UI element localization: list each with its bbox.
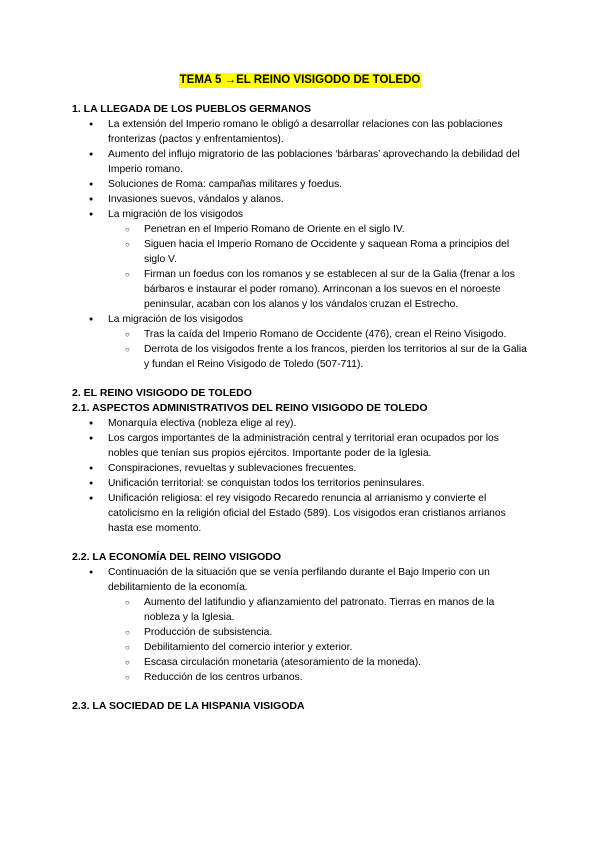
spacer [72, 372, 532, 386]
list-item [108, 565, 532, 685]
section-2-2-heading: 2.2. LA ECONOMÍA DEL REINO VISIGODO [72, 551, 282, 563]
sub-list-item: ○ Derrota de los visigodos frente a los francos, pierden los territorios al sur de la Galia y fundan el Reino Visigodo de Toledo (507-711). [144, 342, 532, 372]
section-2-1-list [72, 416, 532, 536]
sub-list-item: ○ Penetran en el Imperio Romano de Oriente en el siglo IV. [144, 222, 532, 237]
list-item [108, 312, 532, 372]
document-title: TEMA 5 →EL REINO VISIGODO DE TOLEDO [179, 74, 421, 86]
list-item-text: La migración de los visigodos [108, 209, 244, 220]
section-2-3-heading: 2.3. LA SOCIEDAD DE LA HISPANIA VISIGODA [72, 700, 305, 712]
document-body [72, 102, 532, 714]
list-item: ● Unificación religiosa: el rey visigodo Recaredo renuncia al arrianismo y convierte el catolicismo en la religión oficial del Estado (589). Los visigodos eran cristianos arrianos hasta ese momento. [108, 491, 532, 536]
sub-list [108, 222, 532, 312]
list-item: ● La extensión del Imperio romano le obligó a desarrollar relaciones con las poblaciones fronterizas (pactos y enfrentamientos). [108, 117, 532, 147]
section-1-heading: 1. LA LLEGADA DE LOS PUEBLOS GERMANOS [72, 103, 311, 115]
sub-list-item: ○ Producción de subsistencia. [144, 625, 532, 640]
sub-list-item: ○ Reducción de los centros urbanos. [144, 670, 532, 685]
sub-list-item: ○ Aumento del latifundio y afianzamiento del patronato. Tierras en manos de la nobleza y la Iglesia. [144, 595, 532, 625]
sub-list-item: ○ Tras la caída del Imperio Romano de Occidente (476), crean el Reino Visigodo. [144, 327, 532, 342]
sub-list-item: ○ Escasa circulación monetaria (atesoramiento de la moneda). [144, 655, 532, 670]
section-2-heading: 2. EL REINO VISIGODO DE TOLEDO [72, 387, 252, 399]
spacer [72, 685, 532, 699]
list-item-text: La migración de los visigodos [108, 314, 244, 325]
list-item: ● Los cargos importantes de la administración central y territorial eran ocupados por los nobles que tenían sus propios ejércitos. Importante poder de la Iglesia. [108, 431, 532, 461]
sub-list [108, 595, 532, 685]
list-item [108, 207, 532, 312]
sub-list-item: ○ Siguen hacia el Imperio Romano de Occidente y saquean Roma a principios del siglo V. [144, 237, 532, 267]
title-wrapper [0, 70, 600, 88]
sub-list [108, 327, 532, 372]
list-item: ● Conspiraciones, revueltas y sublevaciones frecuentes. [108, 461, 532, 476]
section-1-list [72, 117, 532, 372]
list-item: ● Soluciones de Roma: campañas militares y foedus. [108, 177, 532, 192]
list-item: ● Aumento del influjo migratorio de las poblaciones ‘bárbaras’ aprovechando la debilidad del Imperio romano. [108, 147, 532, 177]
list-item: ● Invasiones suevos, vándalos y alanos. [108, 192, 532, 207]
spacer [72, 536, 532, 550]
list-item: ● Unificación territorial: se conquistan todos los territorios peninsulares. [108, 476, 532, 491]
section-2-2-list [72, 565, 532, 685]
sub-list-item: ○ Debilitamiento del comercio interior y exterior. [144, 640, 532, 655]
sub-list-item: ○ Firman un foedus con los romanos y se establecen al sur de la Galia (frenar a los bárbaros e instaurar el poder romano). Arrinconan a los suevos en el noroeste peninsular, acaban con los alanos y los vándalos cruzan el Estrecho. [144, 267, 532, 312]
list-item: ● Monarquía electiva (nobleza elige al rey). [108, 416, 532, 431]
list-item-text: Continuación de la situación que se venía perfilando durante el Bajo Imperio con un debilitamiento de la economía. [108, 567, 490, 593]
section-2-1-heading: 2.1. ASPECTOS ADMINISTRATIVOS DEL REINO VISIGODO DE TOLEDO [72, 402, 428, 414]
